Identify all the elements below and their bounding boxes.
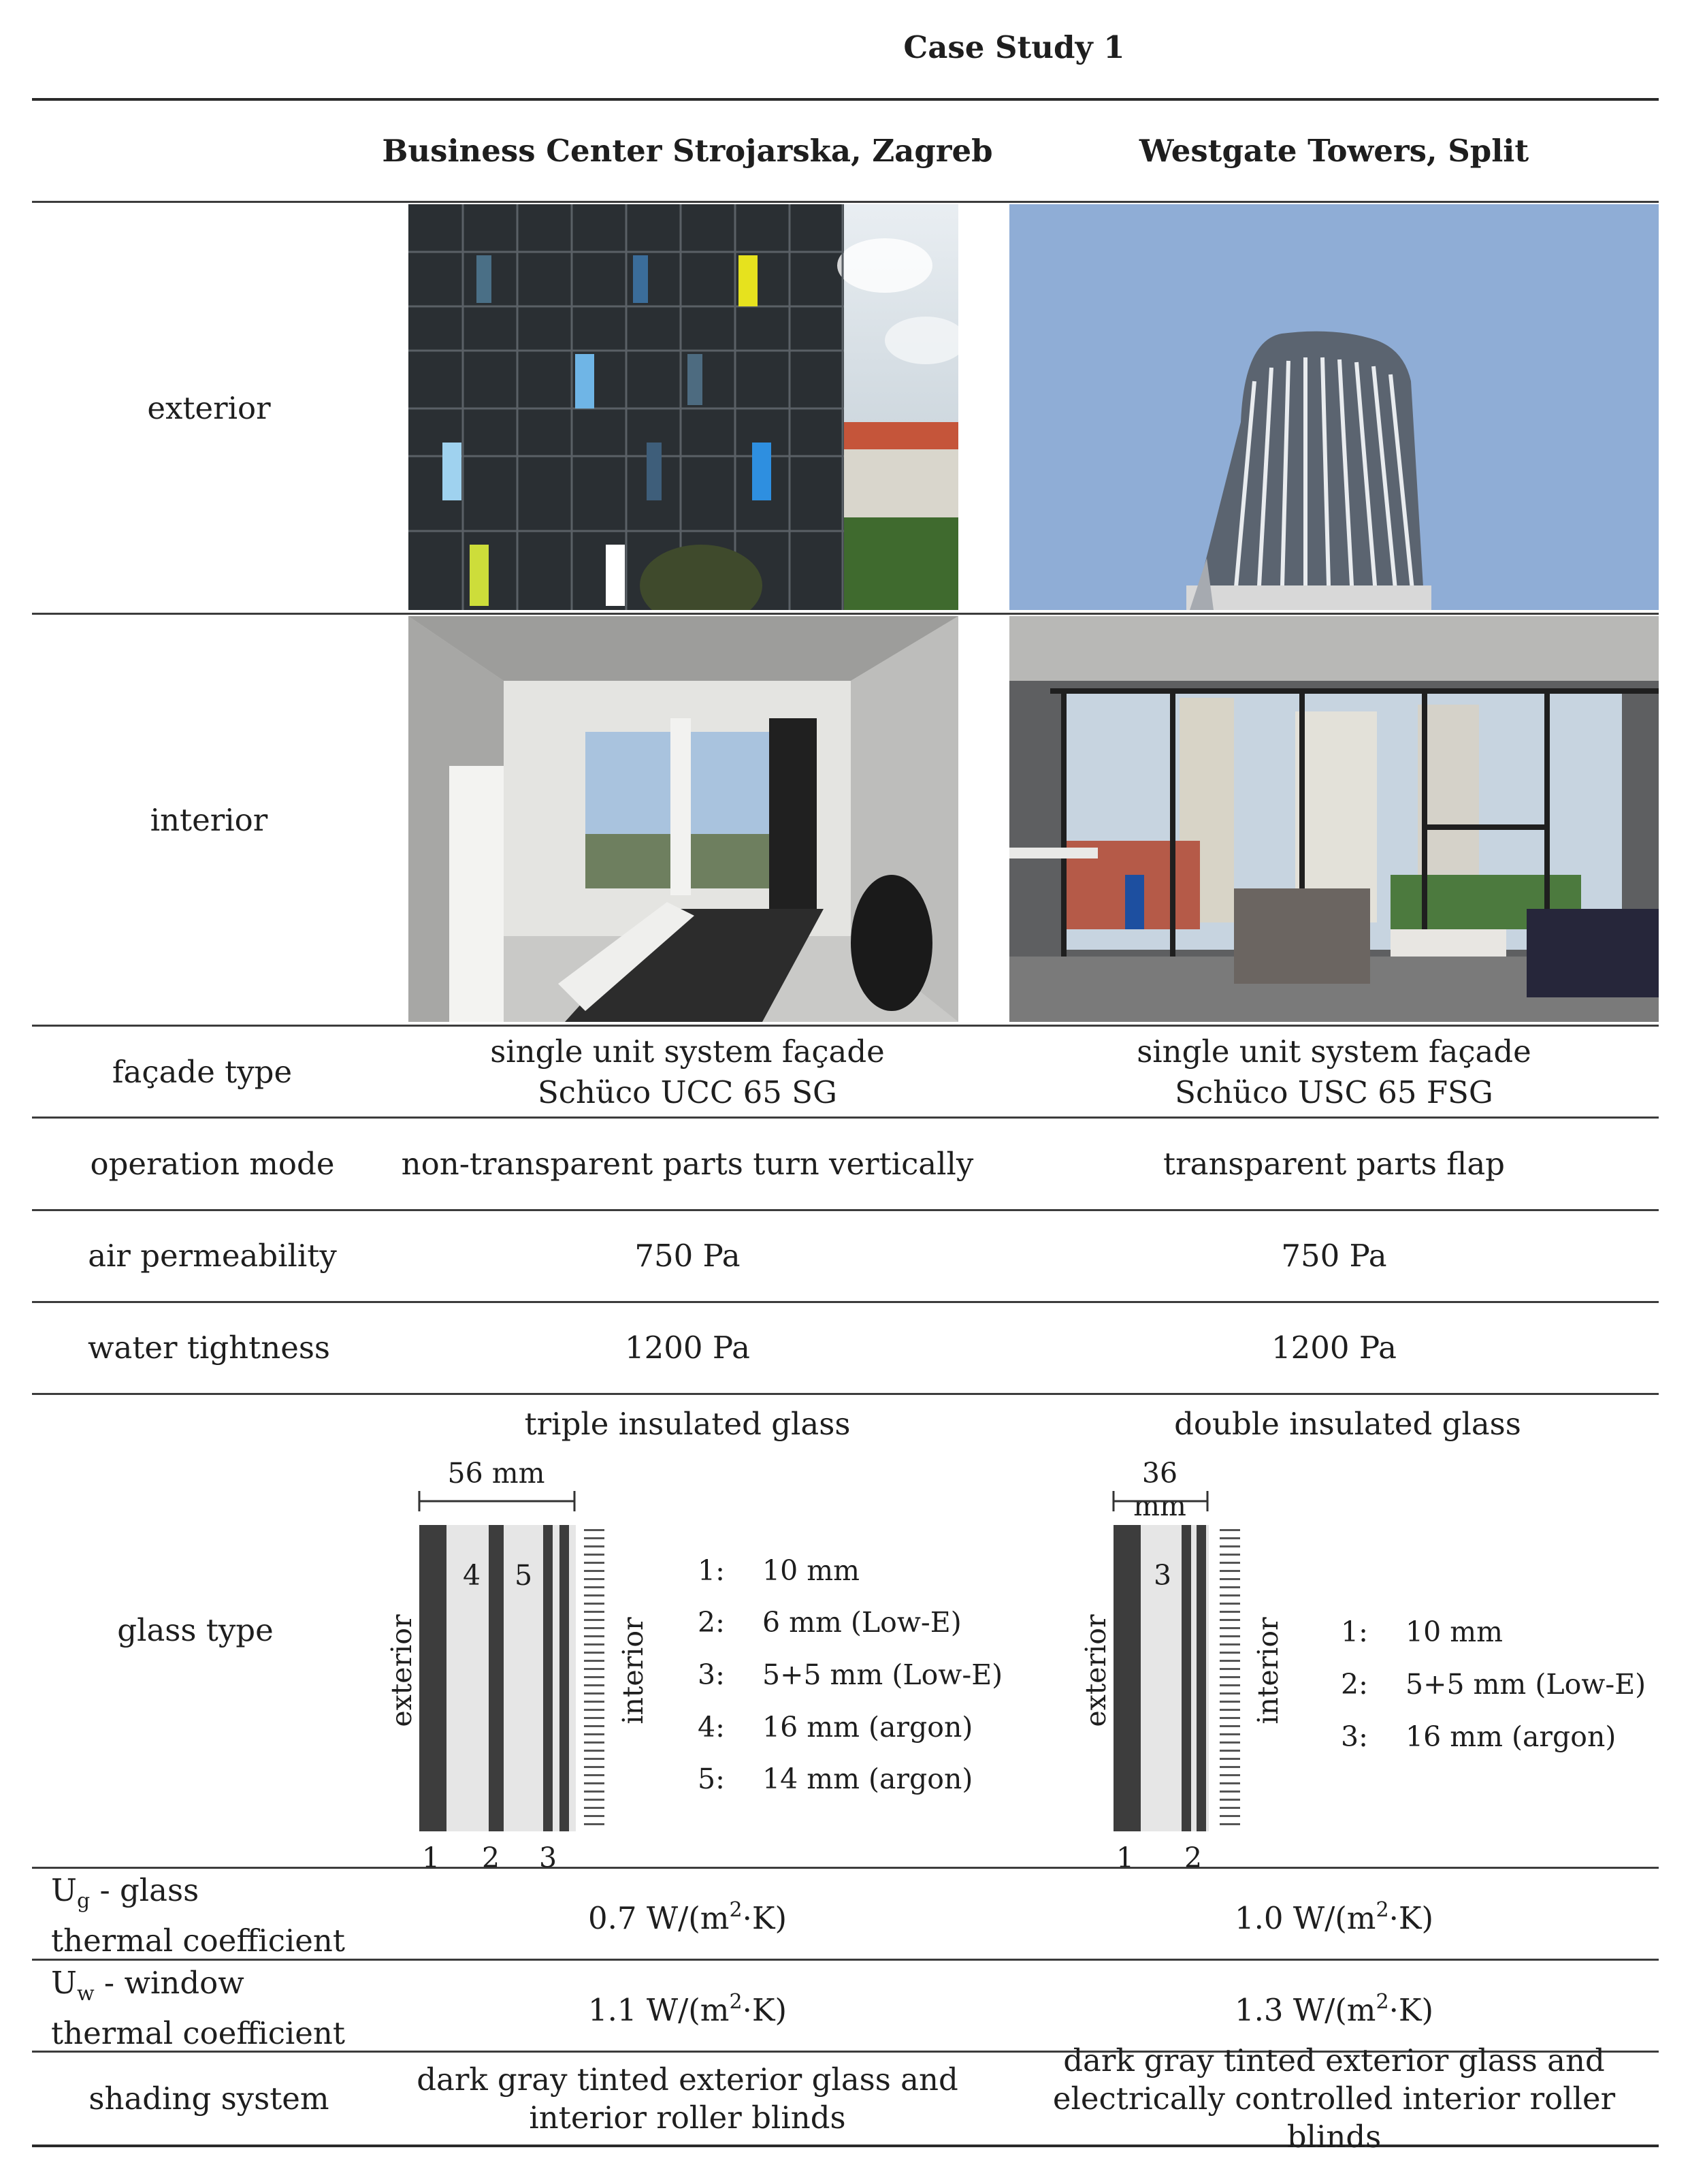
uw-split: 1.3 $W/(m^2\cdot K)$ bbox=[1234, 1990, 1434, 2028]
pane-1 bbox=[1114, 1525, 1141, 1831]
interior-side-label: interior bbox=[1252, 1617, 1284, 1724]
photo-split-interior bbox=[1009, 616, 1659, 1022]
rule-water bbox=[32, 1393, 1659, 1395]
column-header-zagreb: Business Center Strojarska, Zagreb bbox=[382, 133, 993, 169]
legend-item: 3: 16 mm (argon) bbox=[1341, 1720, 1616, 1753]
row-label-shading-system: shading system bbox=[88, 2081, 329, 2117]
facade-type-split: single unit system façade Schüco USC 65 FSG bbox=[1137, 1033, 1531, 1110]
legend-item: 1: 10 mm bbox=[1341, 1616, 1503, 1648]
row-label-operation-mode: operation mode bbox=[90, 1146, 335, 1182]
pane-number-1: 1 bbox=[422, 1842, 440, 1874]
row-label-uw: $U_w$ - window thermal coefficient bbox=[51, 1965, 345, 2051]
air-permeability-zagreb: 750 Pa bbox=[634, 1238, 741, 1274]
water-tightness-split: 1200 Pa bbox=[1271, 1330, 1397, 1366]
legend-item: 3: 5+5 mm (Low-E) bbox=[698, 1658, 1003, 1691]
row-label-glass-type: glass type bbox=[117, 1612, 274, 1648]
rule-operation bbox=[32, 1209, 1659, 1211]
legend-item: 2: 5+5 mm (Low-E) bbox=[1341, 1668, 1646, 1701]
pane-2a bbox=[1182, 1525, 1191, 1831]
ug-zagreb: 0.7 $W/(m^2\cdot K)$ bbox=[587, 1898, 787, 1936]
pane-2b bbox=[1197, 1525, 1206, 1831]
legend-item: 5: 14 mm (argon) bbox=[698, 1763, 973, 1795]
gap-number-5: 5 bbox=[515, 1559, 533, 1592]
row-label-air-permeability: air permeability bbox=[88, 1238, 337, 1274]
rule-facade bbox=[32, 1117, 1659, 1119]
exterior-side-label: exterior bbox=[1079, 1614, 1112, 1727]
exterior-side-label: exterior bbox=[385, 1614, 418, 1727]
pane-number-2: 2 bbox=[1184, 1842, 1203, 1874]
table-title: Case Study 1 bbox=[903, 29, 1125, 65]
row-label-facade-type: façade type bbox=[112, 1054, 293, 1090]
pane-number-1: 1 bbox=[1116, 1842, 1135, 1874]
rule-interior bbox=[32, 1025, 1659, 1027]
pane-1 bbox=[419, 1525, 446, 1831]
operation-mode-zagreb: non-transparent parts turn vertically bbox=[401, 1146, 974, 1182]
rule-glass bbox=[32, 1867, 1659, 1869]
interior-blind-hatch bbox=[1220, 1529, 1240, 1829]
interior-side-label: interior bbox=[617, 1617, 649, 1724]
glass-heading-split: double insulated glass bbox=[1174, 1406, 1521, 1442]
row-label-ug: $U_g$ - glass thermal coefficient bbox=[51, 1872, 345, 1959]
legend-item: 4: 16 mm (argon) bbox=[698, 1711, 973, 1744]
gap-number-4: 4 bbox=[463, 1559, 481, 1592]
operation-mode-split: transparent parts flap bbox=[1163, 1146, 1505, 1182]
pane-number-3: 3 bbox=[539, 1842, 557, 1874]
uw-zagreb: 1.1 $W/(m^2\cdot K)$ bbox=[587, 1990, 787, 2028]
rule-header bbox=[32, 201, 1659, 203]
gap-number-3: 3 bbox=[1154, 1559, 1172, 1592]
rule-air bbox=[32, 1301, 1659, 1303]
dimension-label: 56 mm bbox=[447, 1457, 545, 1490]
rule-exterior bbox=[32, 613, 1659, 615]
dimension-line bbox=[418, 1491, 576, 1511]
row-label-water-tightness: water tightness bbox=[87, 1330, 331, 1366]
row-label-exterior: exterior bbox=[147, 390, 271, 426]
glass-heading-zagreb: triple insulated glass bbox=[524, 1406, 851, 1442]
pane-2 bbox=[489, 1525, 504, 1831]
glass-diagram-zagreb bbox=[381, 1457, 653, 1874]
rule-top bbox=[32, 98, 1659, 101]
pane-3a bbox=[543, 1525, 553, 1831]
air-permeability-split: 750 Pa bbox=[1281, 1238, 1387, 1274]
ug-split: 1.0 $W/(m^2\cdot K)$ bbox=[1234, 1898, 1434, 1936]
shading-system-split: dark gray tinted exterior glass and electrically controlled interior roller blinds bbox=[1052, 2042, 1616, 2155]
glass-diagram-split bbox=[1075, 1457, 1284, 1874]
dimension-line bbox=[1112, 1491, 1209, 1511]
interior-blind-hatch bbox=[584, 1529, 604, 1829]
photo-split-exterior bbox=[1009, 204, 1659, 610]
legend-item: 1: 10 mm bbox=[698, 1554, 860, 1587]
dimension-label: 36 mm bbox=[1133, 1457, 1186, 1522]
pane-3b bbox=[559, 1525, 569, 1831]
shading-system-zagreb: dark gray tinted exterior glass and interior roller blinds bbox=[417, 2061, 958, 2136]
facade-type-zagreb: single unit system façade Schüco UCC 65 SG bbox=[490, 1033, 885, 1110]
photo-zagreb-exterior bbox=[408, 204, 958, 610]
water-tightness-zagreb: 1200 Pa bbox=[625, 1330, 750, 1366]
legend-item: 2: 6 mm (Low-E) bbox=[698, 1606, 962, 1639]
column-header-split: Westgate Towers, Split bbox=[1139, 133, 1529, 169]
pane-number-2: 2 bbox=[482, 1842, 500, 1874]
row-label-interior: interior bbox=[150, 802, 268, 838]
photo-zagreb-interior bbox=[408, 616, 958, 1022]
